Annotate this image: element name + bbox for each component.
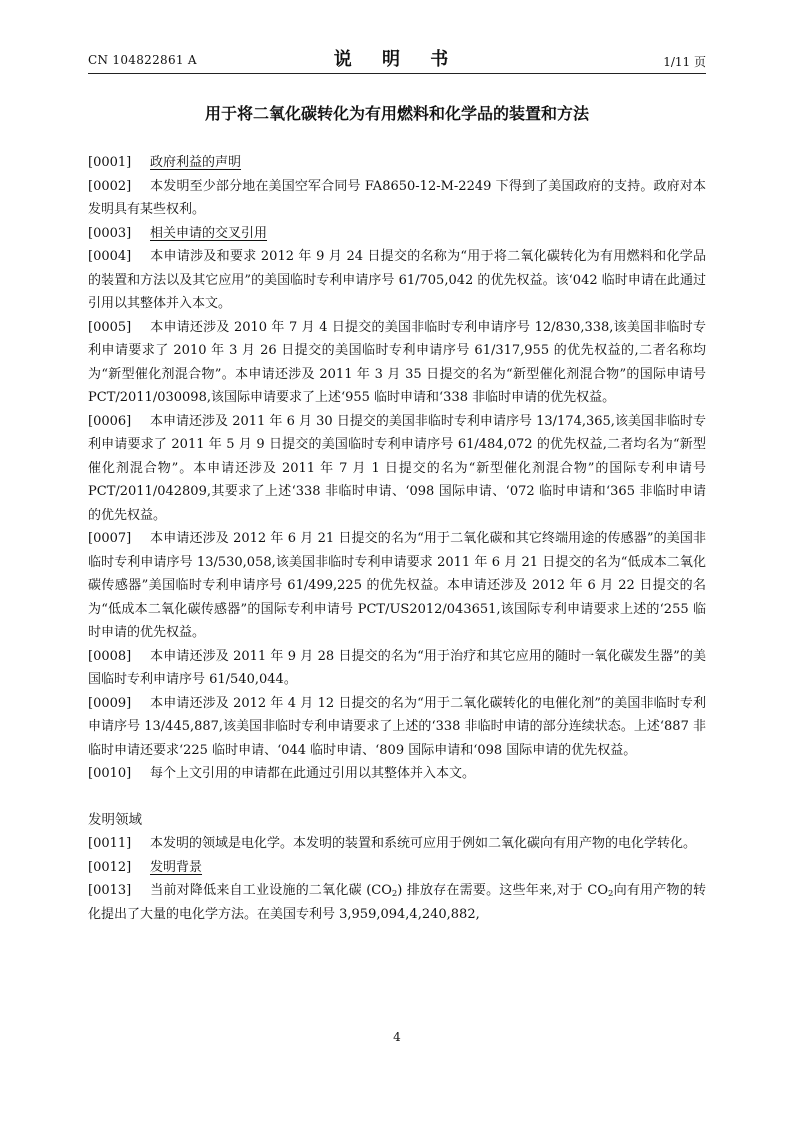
paragraph-number: [0009] bbox=[88, 695, 132, 711]
paragraph-number: [0013] bbox=[88, 883, 132, 898]
paragraph-0009 bbox=[88, 692, 706, 763]
paragraph-number: [0001] bbox=[88, 155, 132, 170]
document-type: 说 明 书 bbox=[333, 49, 461, 70]
paragraph-0012 bbox=[88, 856, 706, 880]
heading-background: 发明背景 bbox=[150, 859, 203, 875]
paragraph-number: [0012] bbox=[88, 859, 132, 875]
paragraph-number: [0003] bbox=[88, 225, 132, 241]
paragraph-0008 bbox=[88, 645, 706, 692]
paragraph-text: ) 排放存在需要。这些年来,对于 CO bbox=[397, 883, 608, 898]
paragraph-text: 本申请还涉及 2011 年 9 月 28 日提交的名为“用于治疗和其它应用的随时一氧化碳发生器”的美国临时专利申请序号 61/540,044。 bbox=[88, 648, 706, 687]
paragraph-text: 当前对降低来自工业设施的二氧化碳 (CO bbox=[150, 883, 392, 898]
paragraph-0005 bbox=[88, 316, 706, 410]
paragraph-text: 本申请涉及和要求 2012 年 9 月 24 日提交的名称为“用于将二氧化碳转化为有用燃料和化学品的装置和方法以及其它应用”的美国临时专利申请序号 61/705,042 的优先权益。该‘042 临时申请在此通过引用以其整体并入本文。 bbox=[88, 249, 706, 311]
paragraph-number: [0011] bbox=[88, 836, 132, 851]
paragraph-0011 bbox=[88, 832, 706, 856]
paragraph-0003 bbox=[88, 222, 706, 246]
paragraph-number: [0008] bbox=[88, 648, 132, 664]
subscript-2: 2 bbox=[607, 889, 614, 899]
paragraph-number: [0004] bbox=[88, 249, 132, 264]
paragraph-text: 本申请还涉及 2010 年 7 月 4 日提交的美国非临时专利申请序号 12/830,338,该美国非临时专利申请要求了 2010 年 3 月 26 日提交的美国临时专利申请序号 61/317,955 的优先权益的,二者名称均为“新型催化剂混合物”。本申请还涉及 2011 年 3 月 35 日提交的名为“新型催化剂混合物”的国际申请号 PCT/2011/030098,该国际申请要求了上述‘955 临时申请和‘338 非临时申请的优先权益。 bbox=[88, 319, 706, 405]
paragraph-text: 每个上文引用的申请都在此通过引用以其整体并入本文。 bbox=[150, 766, 476, 781]
document-title: 用于将二氧化碳转化为有用燃料和化学品的装置和方法 bbox=[204, 104, 589, 123]
paragraph-0010 bbox=[88, 762, 706, 786]
heading-cross-reference: 相关申请的交叉引用 bbox=[150, 225, 268, 241]
paragraph-0013 bbox=[88, 879, 706, 926]
paragraph-text: 本申请还涉及 2012 年 6 月 21 日提交的名为“用于二氧化碳和其它终端用途的传感器”的美国非临时专利申请序号 13/530,058,该美国非临时专利申请要求 2011 年 6 月 21 日提交的名为“低成本二氧化碳传感器”美国临时专利申请序号 61/499,225 的优先权益。本申请还涉及 2012 年 6 月 22 日提交的名为“低成本二氧化碳传感器”的国际专利申请号 PCT/US2012/043651,该国际专利申请要求上述的‘255 临时申请的优先权益。 bbox=[88, 531, 706, 640]
paragraph-number: [0007] bbox=[88, 531, 132, 546]
paragraph-text: 本发明至少部分地在美国空军合同号 FA8650-12-M-2249 下得到了美国政府的支持。政府对本发明具有某些权利。 bbox=[88, 178, 706, 217]
page-counter: 1/11 页 bbox=[663, 55, 706, 69]
patent-number: CN 104822861 A bbox=[88, 53, 197, 67]
paragraph-0007 bbox=[88, 527, 706, 645]
paragraph-0004 bbox=[88, 245, 706, 316]
paragraph-number: [0010] bbox=[88, 766, 132, 781]
paragraph-0001 bbox=[88, 151, 706, 175]
subscript-2: 2 bbox=[391, 889, 398, 899]
paragraph-number: [0002] bbox=[88, 178, 132, 194]
section-heading-field: 发明领域 bbox=[88, 811, 142, 828]
paragraph-text: 本申请还涉及 2011 年 6 月 30 日提交的美国非临时专利申请序号 13/174,365,该美国非临时专利申请要求了 2011 年 5 月 9 日提交的美国临时专利申请序号 61/484,072 的优先权益,二者均名为“新型催化剂混合物”。本申请还涉及 2011 年 7 月 1 日提交的名为“新型催化剂混合物”的国际专利申请号 PCT/2011/042809,其要求了上述‘338 非临时申请、‘098 国际申请、‘072 临时申请和‘365 非临时申请的优先权益。 bbox=[88, 413, 706, 523]
header-rule bbox=[88, 73, 706, 74]
description-body bbox=[88, 151, 706, 926]
paragraph-text: 本发明的领域是电化学。本发明的装置和系统可应用于例如二氧化碳向有用产物的电化学转化。 bbox=[150, 836, 697, 851]
paragraph-0006 bbox=[88, 410, 706, 528]
page-number: 4 bbox=[393, 1030, 401, 1044]
paragraph-text: 向有用产物的转化提出了大量的电化学方法。在美国专利号 3,959,094,4,240,882, bbox=[88, 883, 706, 922]
paragraph-number: [0006] bbox=[88, 413, 132, 429]
paragraph-0002 bbox=[88, 175, 706, 222]
paragraph-number: [0005] bbox=[88, 319, 132, 335]
heading-government-interest: 政府利益的声明 bbox=[150, 155, 242, 170]
paragraph-text: 本申请还涉及 2012 年 4 月 12 日提交的名为“用于二氧化碳转化的电催化剂”的美国非临时专利申请序号 13/445,887,该美国非临时专利申请要求了上述的‘338 非临时申请的部分连续状态。上述‘887 非临时申请还要求‘225 临时申请、‘044 临时申请、‘809 国际申请和‘098 国际申请的优先权益。 bbox=[88, 695, 706, 758]
page-header bbox=[88, 45, 706, 71]
